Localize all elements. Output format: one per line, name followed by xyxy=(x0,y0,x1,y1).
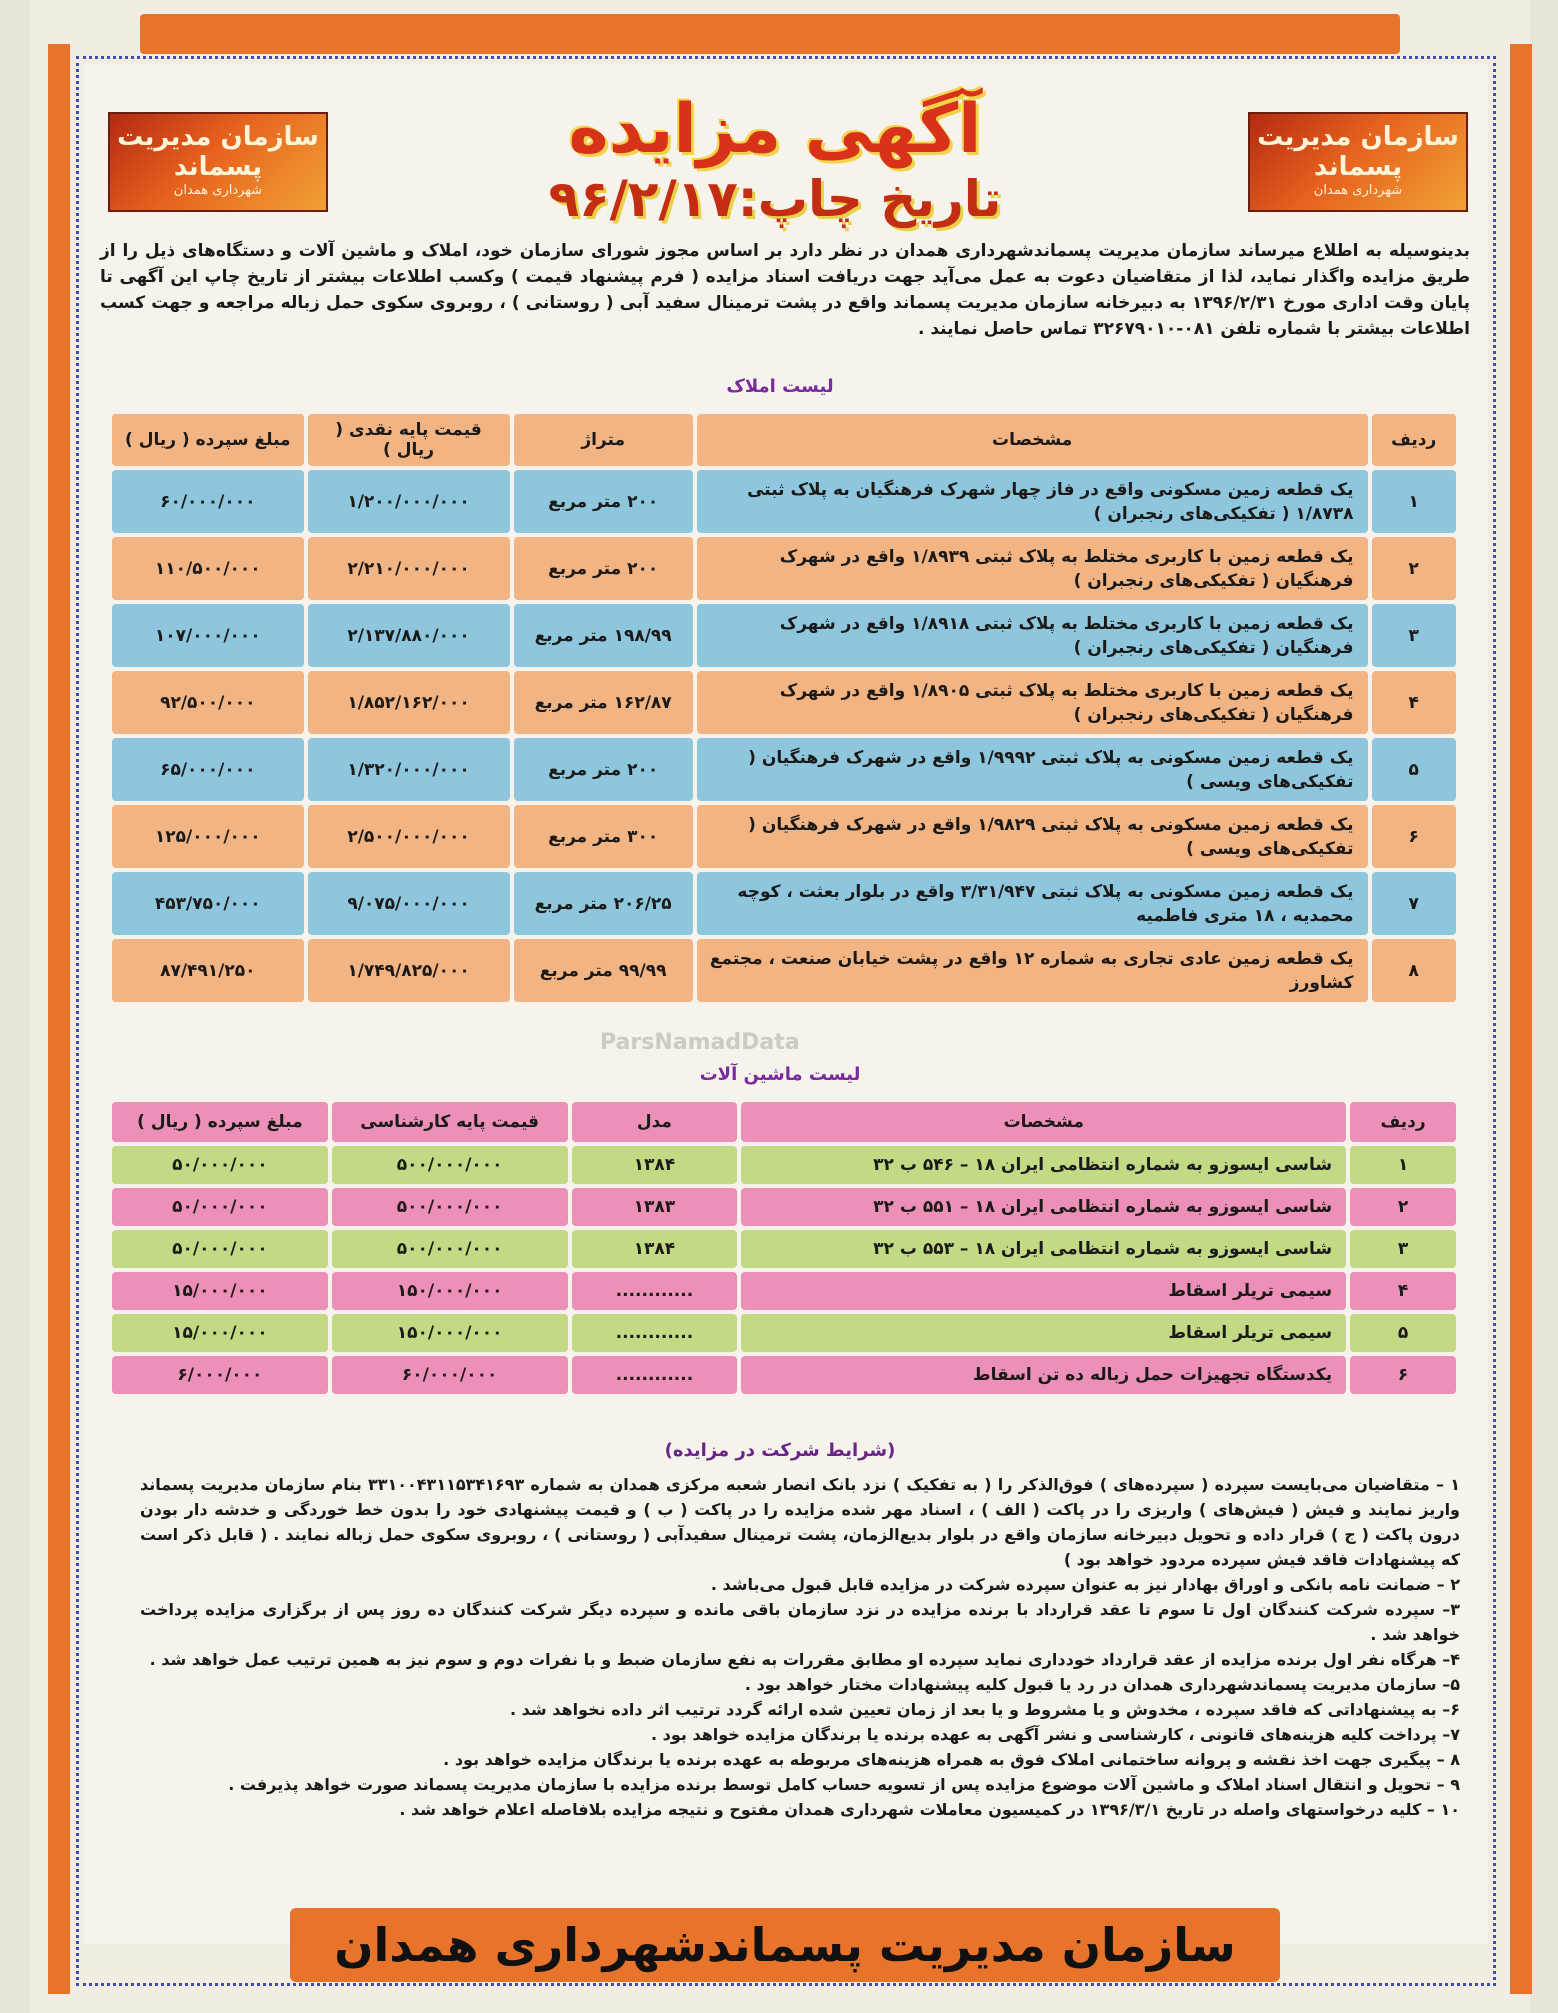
property-deposit: ۶۵/۰۰۰/۰۰۰ xyxy=(112,738,304,801)
top-orange-band xyxy=(140,14,1400,54)
table-row xyxy=(112,1188,1456,1226)
property-area: ۱۹۸/۹۹ متر مربع xyxy=(514,604,693,667)
logo-right-name: سازمان مدیریت پسماند xyxy=(1257,122,1459,182)
row-number: ۴ xyxy=(1350,1272,1456,1310)
machine-base-price: ۵۰۰/۰۰۰/۰۰۰ xyxy=(332,1146,568,1184)
machine-description: یکدستگاه تجهیزات حمل زباله ده تن اسقاط xyxy=(741,1356,1346,1394)
condition-item: ۲ – ضمانت نامه بانکی و اوراق بهادار نیز به عنوان سپرده شرکت در مزایده قابل قبول می‌باشد . xyxy=(710,1575,1460,1594)
property-deposit: ۶۰/۰۰۰/۰۰۰ xyxy=(112,470,304,533)
table-row xyxy=(112,872,1456,935)
col-header-description: مشخصات xyxy=(697,414,1368,466)
machine-deposit: ۶/۰۰۰/۰۰۰ xyxy=(112,1356,328,1394)
property-area: ۲۰۶/۲۵ متر مربع xyxy=(514,872,693,935)
property-base-price: ۱/۸۵۲/۱۶۲/۰۰۰ xyxy=(308,671,510,734)
table-row xyxy=(112,1230,1456,1268)
col-header-base-price: قیمت پایه نقدی ( ریال ) xyxy=(308,414,510,466)
property-area: ۲۰۰ متر مربع xyxy=(514,470,693,533)
condition-item: ۵– سازمان مدیریت پسماندشهرداری همدان در رد یا قبول کلیه پیشنهادات مختار خواهد بود . xyxy=(744,1675,1460,1694)
machines-section-title: لیست ماشین آلات xyxy=(699,1064,861,1085)
machine-deposit: ۵۰/۰۰۰/۰۰۰ xyxy=(112,1146,328,1184)
condition-item: ۱ – متقاضیان می‌بایست سپرده ( سپرده‌های ) فوق‌الذکر را ( به تفکیک ) نزد بانک انصار شعبه مرکزی همدان به شماره ۳۳۱۰۰۴۳۱۱۵۳۴۱۶۹۳ بنام سازمان مدیریت پسماند واریز نمایند و فیش ( فیش‌های ) واریزی را در پاکت ( الف ) ، اسناد مهر شده مزایده را در پاکت ( ب ) و قیمت پیشنهادی خود را بدون خط خوردگی و خدشه دار بودن درون پاکت ( ج ) قرار داده و تحویل دبیرخانه سازمان واقع در بلوار بدیع‌الزمان، پشت ترمینال سفیدآبی ( روستانی ) ، روبروی سکوی حمل زباله نمایند . ( قابل ذکر است که پیشنهادات فاقد فیش سپرده مردود خواهد بود ) xyxy=(140,1475,1461,1569)
row-number: ۷ xyxy=(1372,872,1457,935)
property-area: ۳۰۰ متر مربع xyxy=(514,805,693,868)
organization-logo-right xyxy=(1248,112,1468,212)
logo-right-subtitle: شهرداری همدان xyxy=(1313,183,1403,198)
condition-item: ۹ – تحویل و انتقال اسناد املاک و ماشین آلات موضوع مزایده پس از تسویه حساب کامل توسط برنده مزایده با سازمان مدیریت پسماند صورت خواهد پذیرفت . xyxy=(228,1775,1460,1794)
table-row xyxy=(112,738,1456,801)
col-header-area: متراژ xyxy=(514,414,693,466)
condition-item: ۴– هرگاه نفر اول برنده مزایده از عقد قرارداد خودداری نماید سپرده او مطابق مقررات به نفع سازمان ضبط و با نفرات دوم و سوم نیز به همین ترتیب عمل خواهد شد . xyxy=(149,1650,1460,1669)
footer-organization-name: سازمان مدیریت پسماندشهرداری همدان xyxy=(334,1918,1236,1972)
row-number: ۲ xyxy=(1372,537,1457,600)
row-number: ۵ xyxy=(1350,1314,1456,1352)
machine-model: ۱۳۸۳ xyxy=(572,1188,738,1226)
col-header-deposit: مبلغ سپرده ( ریال ) xyxy=(112,414,304,466)
col-header-description: مشخصات xyxy=(741,1102,1346,1142)
property-base-price: ۱/۷۴۹/۸۲۵/۰۰۰ xyxy=(308,939,510,1002)
property-deposit: ۴۵۳/۷۵۰/۰۰۰ xyxy=(112,872,304,935)
machine-description: شاسی ایسوزو به شماره انتظامی ایران ۱۸ – ۵۵۱ ب ۳۲ xyxy=(741,1188,1346,1226)
property-base-price: ۱/۳۲۰/۰۰۰/۰۰۰ xyxy=(308,738,510,801)
properties-table xyxy=(108,410,1460,1006)
property-description: یک قطعه زمین مسکونی به پلاک ثبتی ۱/۹۹۹۲ واقع در شهرک فرهنگیان ( تفکیکی‌های ویسی ) xyxy=(697,738,1368,801)
table-row xyxy=(112,537,1456,600)
machine-base-price: ۵۰۰/۰۰۰/۰۰۰ xyxy=(332,1230,568,1268)
property-description: یک قطعه زمین مسکونی واقع در فاز چهار شهرک فرهنگیان به پلاک ثبتی ۱/۸۷۳۸ ( تفکیکی‌های رنجبران ) xyxy=(697,470,1368,533)
machine-model: ............ xyxy=(572,1272,738,1310)
row-number: ۵ xyxy=(1372,738,1457,801)
property-base-price: ۱/۲۰۰/۰۰۰/۰۰۰ xyxy=(308,470,510,533)
table-row xyxy=(112,470,1456,533)
property-description: یک قطعه زمین عادی تجاری به شماره ۱۲ واقع در پشت خیابان صنعت ، مجتمع کشاورز xyxy=(697,939,1368,1002)
property-deposit: ۹۲/۵۰۰/۰۰۰ xyxy=(112,671,304,734)
machine-base-price: ۵۰۰/۰۰۰/۰۰۰ xyxy=(332,1188,568,1226)
machinery-table xyxy=(108,1098,1460,1398)
property-deposit: ۱۲۵/۰۰۰/۰۰۰ xyxy=(112,805,304,868)
property-area: ۹۹/۹۹ متر مربع xyxy=(514,939,693,1002)
machine-description: سیمی تریلر اسقاط xyxy=(741,1272,1346,1310)
property-description: یک قطعه زمین با کاربری مختلط به پلاک ثبتی ۱/۸۹۱۸ واقع در شهرک فرهنگیان ( تفکیکی‌های رنجبران ) xyxy=(697,604,1368,667)
condition-item: ۸ – پیگیری جهت اخذ نقشه و پروانه ساختمانی املاک فوق به همراه هزینه‌های مربوطه به عهده برنده یا برندگان مزایده خواهد بود . xyxy=(443,1750,1460,1769)
watermark: ParsNamadData xyxy=(600,1030,800,1055)
col-header-row-number: ردیف xyxy=(1350,1102,1456,1142)
print-date: تاریخ چاپ:۹۶/۲/۱۷ xyxy=(548,170,1002,228)
property-area: ۲۰۰ متر مربع xyxy=(514,537,693,600)
table-row xyxy=(112,1356,1456,1394)
machine-model: ۱۳۸۴ xyxy=(572,1146,738,1184)
condition-item: ۶– به پیشنهاداتی که فاقد سپرده ، مخدوش و یا مشروط و یا بعد از زمان تعیین شده ارائه گردد ترتیب اثر داده نخواهد شد . xyxy=(510,1700,1460,1719)
table-row xyxy=(112,671,1456,734)
organization-logo-left xyxy=(108,112,328,212)
table-row xyxy=(112,1146,1456,1184)
machine-deposit: ۵۰/۰۰۰/۰۰۰ xyxy=(112,1188,328,1226)
col-header-expert-price: قیمت پایه کارشناسی xyxy=(332,1102,568,1142)
row-number: ۲ xyxy=(1350,1188,1456,1226)
property-area: ۱۶۲/۸۷ متر مربع xyxy=(514,671,693,734)
property-description: یک قطعه زمین مسکونی به پلاک ثبتی ۳/۳۱/۹۴۷ واقع در بلوار بعثت ، کوچه محمدیه ، ۱۸ متری فاطمیه xyxy=(697,872,1368,935)
row-number: ۴ xyxy=(1372,671,1457,734)
row-number: ۶ xyxy=(1350,1356,1456,1394)
machine-model: ............ xyxy=(572,1356,738,1394)
machinery-header-row xyxy=(112,1102,1456,1142)
condition-item: ۷– پرداخت کلیه هزینه‌های قانونی ، کارشناسی و نشر آگهی به عهده برنده یا برندگان مزایده خواهد بود . xyxy=(650,1725,1460,1744)
left-orange-border xyxy=(48,44,70,1994)
col-header-deposit: مبلغ سپرده ( ریال ) xyxy=(112,1102,328,1142)
table-row xyxy=(112,805,1456,868)
table-row xyxy=(112,939,1456,1002)
table-row xyxy=(112,604,1456,667)
table-row xyxy=(112,1272,1456,1310)
property-description: یک قطعه زمین با کاربری مختلط به پلاک ثبتی ۱/۸۹۳۹ واقع در شهرک فرهنگیان ( تفکیکی‌های رنجبران ) xyxy=(697,537,1368,600)
property-base-price: ۲/۲۱۰/۰۰۰/۰۰۰ xyxy=(308,537,510,600)
row-number: ۳ xyxy=(1350,1230,1456,1268)
conditions-section-title: (شرایط شرکت در مزایده) xyxy=(664,1440,896,1461)
machine-base-price: ۱۵۰/۰۰۰/۰۰۰ xyxy=(332,1314,568,1352)
properties-section-title: لیست املاک xyxy=(726,376,834,397)
col-header-model: مدل xyxy=(572,1102,738,1142)
conditions-list xyxy=(140,1472,1460,1822)
property-base-price: ۲/۵۰۰/۰۰۰/۰۰۰ xyxy=(308,805,510,868)
properties-header-row xyxy=(112,414,1456,466)
property-description: یک قطعه زمین مسکونی به پلاک ثبتی ۱/۹۸۲۹ واقع در شهرک فرهنگیان ( تفکیکی‌های ویسی ) xyxy=(697,805,1368,868)
row-number: ۶ xyxy=(1372,805,1457,868)
intro-paragraph: بدینوسیله به اطلاع میرساند سازمان مدیریت پسماندشهرداری همدان در نظر دارد بر اساس مجوز شورای سازمان خود، املاک و ماشین آلات و دستگاه‌های ذیل را از طریق مزایده واگذار نماید، لذا از متقاضیان دعوت به عمل می‌آید جهت دریافت اسناد مزایده ( فرم پیشنهاد قیمت ) وکسب اطلاعات بیشتر از تاریخ چاپ این آگهی تا پایان وقت اداری مورخ ۱۳۹۶/۲/۳۱ به دبیرخانه سازمان مدیریت پسماند واقع در پشت ترمینال سفید آبی ( روستانی ) ، روبروی سکوی حمل زباله مراجعه و جهت کسب اطلاعات بیشتر با شماره تلفن ۰۸۱-۳۲۶۷۹۰۱۰ تماس حاصل نمایند . xyxy=(100,241,1470,339)
machine-deposit: ۵۰/۰۰۰/۰۰۰ xyxy=(112,1230,328,1268)
col-header-row-number: ردیف xyxy=(1372,414,1457,466)
machine-description: شاسی ایسوزو به شماره انتظامی ایران ۱۸ – ۵۴۶ ب ۳۲ xyxy=(741,1146,1346,1184)
property-deposit: ۱۰۷/۰۰۰/۰۰۰ xyxy=(112,604,304,667)
row-number: ۳ xyxy=(1372,604,1457,667)
machine-deposit: ۱۵/۰۰۰/۰۰۰ xyxy=(112,1272,328,1310)
logo-left-name: سازمان مدیریت پسماند xyxy=(117,122,319,182)
machine-model: ۱۳۸۴ xyxy=(572,1230,738,1268)
table-row xyxy=(112,1314,1456,1352)
machine-description: شاسی ایسوزو به شماره انتظامی ایران ۱۸ – ۵۵۳ ب ۳۲ xyxy=(741,1230,1346,1268)
property-base-price: ۹/۰۷۵/۰۰۰/۰۰۰ xyxy=(308,872,510,935)
right-orange-border xyxy=(1510,44,1532,1994)
property-area: ۲۰۰ متر مربع xyxy=(514,738,693,801)
property-base-price: ۲/۱۳۷/۸۸۰/۰۰۰ xyxy=(308,604,510,667)
row-number: ۱ xyxy=(1350,1146,1456,1184)
machine-base-price: ۱۵۰/۰۰۰/۰۰۰ xyxy=(332,1272,568,1310)
property-deposit: ۱۱۰/۵۰۰/۰۰۰ xyxy=(112,537,304,600)
condition-item: ۱۰ – کلیه درخواستهای واصله در تاریخ ۱۳۹۶/۳/۱ در کمیسیون معاملات شهرداری همدان مفتوح و نتیجه مزایده بلافاصله اعلام خواهد شد . xyxy=(399,1800,1460,1819)
ad-title: آگهی مزایده xyxy=(568,90,982,169)
machine-description: سیمی تریلر اسقاط xyxy=(741,1314,1346,1352)
row-number: ۸ xyxy=(1372,939,1457,1002)
machine-base-price: ۶۰/۰۰۰/۰۰۰ xyxy=(332,1356,568,1394)
machine-model: ............ xyxy=(572,1314,738,1352)
row-number: ۱ xyxy=(1372,470,1457,533)
logo-left-subtitle: شهرداری همدان xyxy=(173,183,263,198)
property-deposit: ۸۷/۴۹۱/۲۵۰ xyxy=(112,939,304,1002)
machine-deposit: ۱۵/۰۰۰/۰۰۰ xyxy=(112,1314,328,1352)
property-description: یک قطعه زمین با کاربری مختلط به پلاک ثبتی ۱/۸۹۰۵ واقع در شهرک فرهنگیان ( تفکیکی‌های رنجبران ) xyxy=(697,671,1368,734)
condition-item: ۳– سپرده شرکت کنندگان اول تا سوم تا عقد قرارداد با برنده مزایده در نزد سازمان باقی مانده و سپرده دیگر شرکت کنندگان ده روز پس از برگزاری مزایده پرداخت خواهد شد . xyxy=(140,1600,1460,1644)
